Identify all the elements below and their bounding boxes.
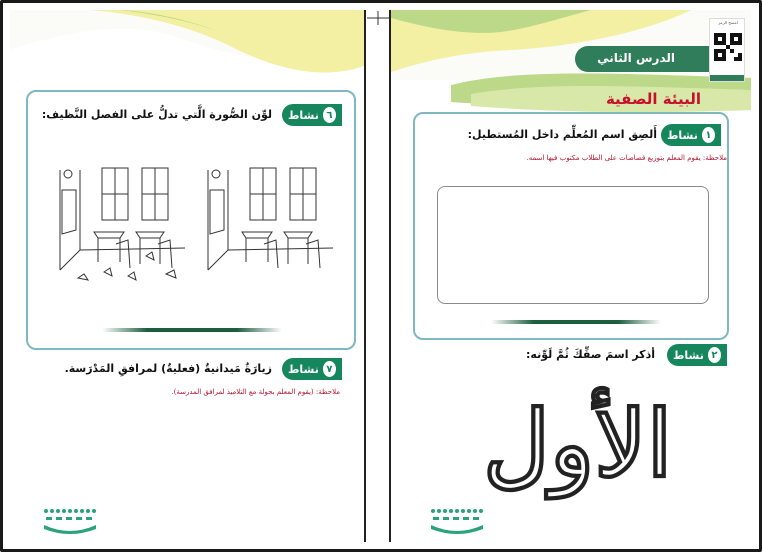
ministry-logo-right (427, 505, 487, 535)
activity2-number: ٢ (708, 347, 721, 363)
activity1-instruction: أَلصِق اسم المُعلِّم داخل المُستطيل: (467, 128, 657, 141)
messy-classroom-illustration[interactable] (50, 160, 185, 285)
activity7-pill-label: نشاط (288, 362, 319, 376)
clean-classroom-illustration[interactable] (198, 160, 333, 285)
left-page (10, 10, 366, 542)
activity2-pill (667, 344, 727, 366)
activity6-number: ٦ (323, 107, 336, 123)
qr-caption: امسح الرمز (718, 20, 738, 25)
right-page (389, 10, 751, 542)
activity7-pill (282, 358, 342, 380)
activity6-pill-label: نشاط (288, 108, 319, 122)
teacher-name-box[interactable] (437, 186, 709, 304)
qr-green-bar (710, 75, 744, 81)
activity7-number: ٧ (323, 361, 336, 377)
activity1-note: ملاحظة: يقوم المعلم بتوزيع قصاصات على الطلاب مكتوب فيها اسمه. (526, 154, 727, 162)
activity1-number: ١ (702, 127, 715, 143)
activity1-divider (491, 320, 661, 324)
lesson-tab: الدرس الثاني (575, 46, 725, 72)
activity1-pill-label: نشاط (667, 128, 698, 142)
activity7-instruction: زيارَةٌ مَيدانيةٌ (فعليةٌ) لمرافقِ المَدْرَسة. (64, 362, 272, 375)
section-title: البيئة الصفية (605, 90, 701, 108)
activity6-divider (102, 328, 282, 332)
qr-code-icon (714, 33, 742, 61)
activity6-instruction: لوِّن الصُّورة الَّتي تدلُّ على الفصل النَّظيف: (41, 108, 272, 121)
left-header-wave (10, 10, 366, 100)
spine-marker (367, 11, 389, 25)
class-name-outline-word[interactable]: الأول (483, 390, 673, 498)
activity2-instruction: أذكر اسمَ صفِّكَ ثُمَّ لَوِّنه: (526, 348, 655, 361)
activity6-pill (282, 104, 342, 126)
activity1-pill (661, 124, 721, 146)
ministry-logo (40, 505, 100, 535)
activity2-pill-label: نشاط (673, 348, 704, 362)
activity7-note: ملاحظة: (يقوم المعلم بجولة مع التلاميذ لمرافق المدرسة). (171, 388, 340, 396)
qr-code[interactable] (709, 18, 745, 82)
